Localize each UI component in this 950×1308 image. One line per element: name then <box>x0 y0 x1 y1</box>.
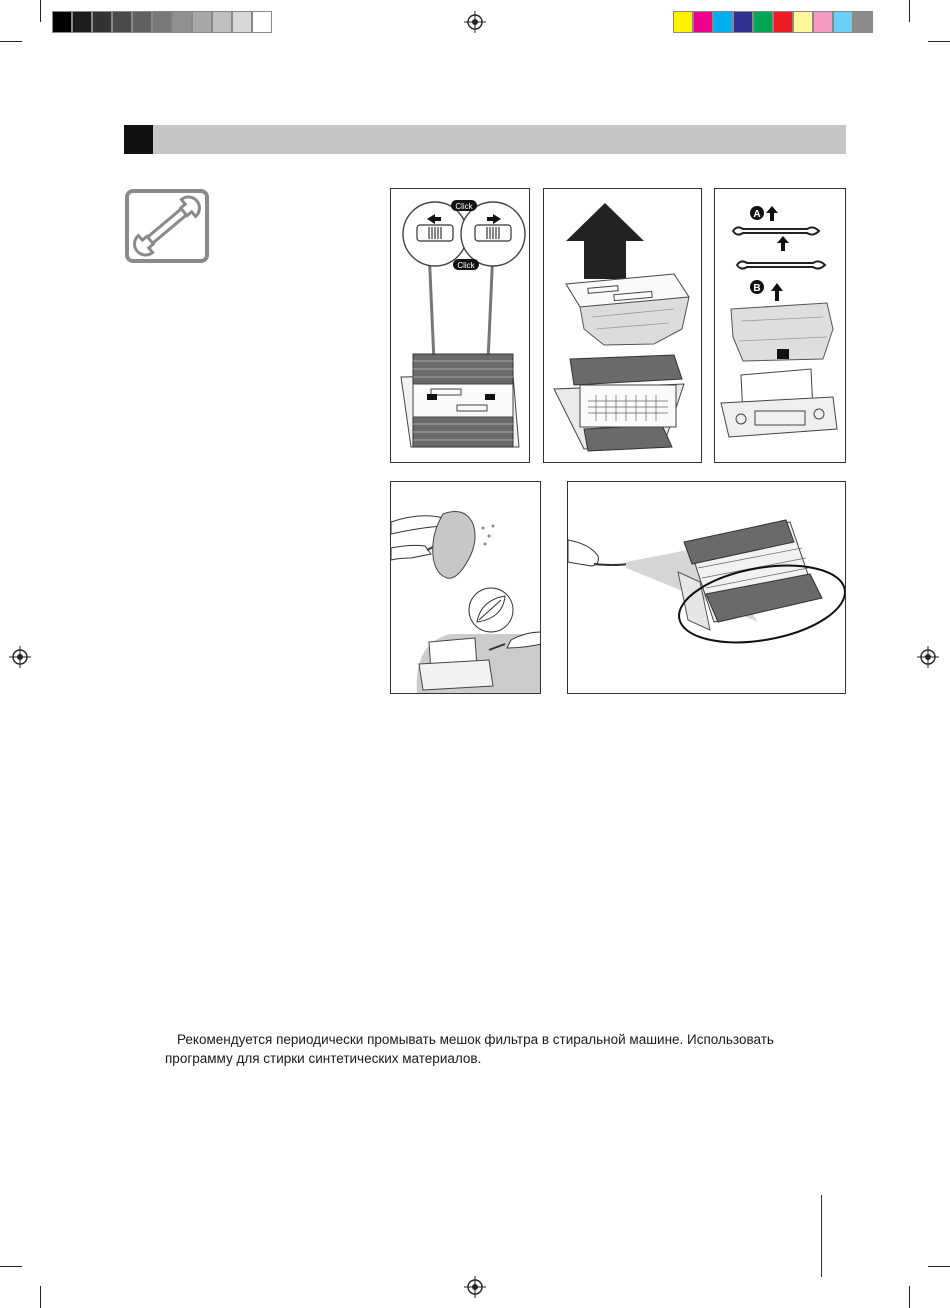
calibration-swatch <box>92 11 112 33</box>
color-calibration-strip <box>673 11 873 33</box>
figure-separate-parts <box>714 188 846 463</box>
note-line-2: программу для стирки синтетических материалов. <box>165 1051 482 1066</box>
calibration-swatch <box>713 11 733 33</box>
registration-mark-icon <box>464 1276 486 1298</box>
crop-mark <box>928 1266 950 1267</box>
calibration-swatch <box>212 11 232 33</box>
section-marker <box>124 125 153 154</box>
calibration-swatch <box>252 11 272 33</box>
registration-mark-icon <box>917 646 939 668</box>
section-header-bar <box>124 125 846 154</box>
click-label-bottom: Click <box>457 261 475 270</box>
note-line-1: Рекомендуется периодически промывать мешок фильтра в стиральной машине. Использовать <box>177 1032 774 1047</box>
calibration-swatch <box>232 11 252 33</box>
figure-lift-filter <box>543 188 702 463</box>
calibration-swatch <box>52 11 72 33</box>
grayscale-calibration-strip <box>52 11 272 33</box>
maintenance-note <box>165 1030 785 1068</box>
figure-rinse-robot <box>567 481 846 694</box>
page-margin-rule <box>821 1195 822 1277</box>
registration-mark-icon <box>9 646 31 668</box>
calibration-swatch <box>833 11 853 33</box>
calibration-swatch <box>813 11 833 33</box>
crop-mark <box>909 1286 910 1308</box>
crop-mark <box>40 1286 41 1308</box>
calibration-swatch <box>132 11 152 33</box>
crop-mark <box>928 41 950 42</box>
calibration-swatch <box>172 11 192 33</box>
calibration-swatch <box>152 11 172 33</box>
registration-mark-icon <box>464 11 486 33</box>
calibration-swatch <box>112 11 132 33</box>
click-label-top: Click <box>455 202 473 211</box>
crop-mark <box>0 41 22 42</box>
calibration-swatch <box>753 11 773 33</box>
crop-mark <box>40 0 41 22</box>
calibration-swatch <box>733 11 753 33</box>
calibration-swatch <box>773 11 793 33</box>
maintenance-badge <box>125 189 209 263</box>
part-label-b: B <box>753 283 761 294</box>
crop-mark <box>909 0 910 22</box>
figure-rinse-filter <box>390 481 541 694</box>
calibration-swatch <box>72 11 92 33</box>
calibration-swatch <box>693 11 713 33</box>
calibration-swatch <box>673 11 693 33</box>
figure-release-clips <box>390 188 530 463</box>
up-arrow-icon <box>566 203 644 279</box>
wrench-icon <box>129 193 205 259</box>
part-label-a: A <box>753 209 761 220</box>
crop-mark <box>0 1266 22 1267</box>
calibration-swatch <box>793 11 813 33</box>
calibration-swatch <box>192 11 212 33</box>
calibration-swatch <box>853 11 873 33</box>
